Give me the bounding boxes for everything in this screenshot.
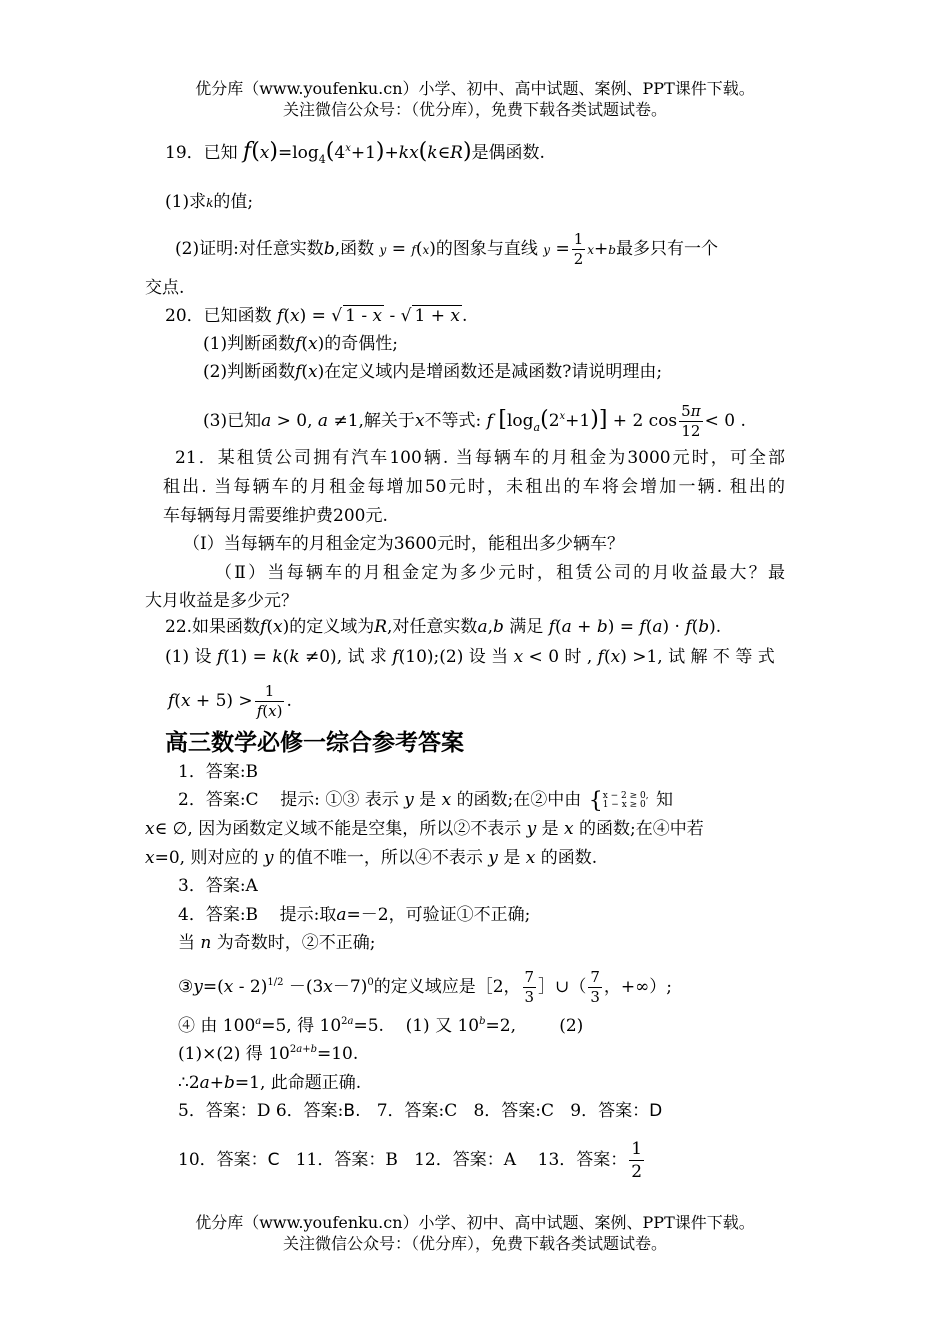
answers-title: 高三数学必修一综合参考答案 — [165, 730, 464, 756]
q22-number: 22. — [165, 617, 193, 637]
q19-part1: (1)求k的值; — [165, 192, 254, 212]
page-footer-line1: 优分库（www.youfenku.cn）小学、初中、高中试题、案例、PPT课件下载。 — [195, 1213, 755, 1232]
q21-line3: 车每辆每月需要维护费200元. — [163, 506, 388, 526]
q21-part1: （Ⅰ）当每辆车的月租金定为3600元时，能租出多少辆车？ — [183, 534, 624, 554]
answer-6: 6．答案:B. — [275, 1101, 361, 1121]
q22-line1: 22.如果函数f(x)的定义域为R,对任意实数a,b 满足 f(a + b) = f(a) · f(b). — [165, 617, 722, 637]
q22-line2: (1) 设 f(1) = k(k ≠0), 试 求 f(10);(2) 设 当 x < 0 时 , f(x) >1, 试 解 不 等 式 — [165, 647, 775, 667]
q19-part2-continuation: 交点. — [145, 278, 185, 298]
answer-4-line5: (1)×(2) 得 $10^{2a+b}=10$. — [178, 1044, 359, 1064]
page-header-line1: 优分库（www.youfenku.cn）小学、初中、高中试题、案例、PPT课件下载。 — [195, 79, 755, 98]
answer-2-line2: x∈ ∅, 因为函数定义域不能是空集，所以②不表示 y 是 x 的函数;在④中若 — [145, 819, 704, 839]
answer-1: 1．答案:B — [178, 762, 259, 782]
q20-number: 20．已知函数 — [165, 306, 272, 326]
answer-11: 11．答案：B — [295, 1150, 398, 1170]
answers-5-to-9 — [178, 1099, 662, 1123]
q22-inequality: f(x + 5) > $\frac{1}{f(x)}$ . — [168, 682, 292, 720]
q19-part2: (2)证明:对任意实数b,函数 y = f(x)的图象与直线 y = $\frac{1}{2}$ x+b最多只有一个 — [175, 230, 718, 268]
answer-3: 3．答案:A — [178, 876, 258, 896]
answer-8: 8．答案:C — [473, 1101, 555, 1121]
q20-line1: 20．已知函数 f(x) = √ 1 - x - √ 1 + x . — [165, 306, 468, 326]
q21-part2: （Ⅱ）当每辆车的月租金定为多少元时，租赁公司的月收益最大？最 — [215, 563, 785, 583]
answer-12: 12．答案：A — [414, 1150, 516, 1170]
answer-4-line1: 4．答案:B 提示:取a=－2，可验证①不正确; — [178, 905, 531, 925]
q21-line1: 21．某租赁公司拥有汽车100辆. 当每辆车的月租金为3000元时，可全部 — [175, 448, 785, 468]
answer-2-line3: x=0, 则对应的 y 的值不唯一，所以④不表示 y 是 x 的函数. — [145, 848, 598, 868]
q19-suffix: 是偶函数. — [471, 143, 545, 163]
answer-10: 10．答案：C — [178, 1150, 280, 1170]
answer-5: 5．答案：D — [178, 1101, 271, 1121]
q20-part3: (3)已知a > 0, a ≠1,解关于x不等式: f $[\log_a(2^x+1)] + 2$ cos $\frac{5\pi}{12}$ < 0 . — [203, 402, 746, 440]
q20-part2: (2)判断函数f(x)在定义域内是增函数还是减函数?请说明理由; — [203, 362, 663, 382]
answer-4-line3: ③y=(x - $2)^{1/2} -(3x-7)^0$的定义域应是［2， $\frac{7}{3}$ ］∪（ $\frac{7}{3}$ ，+∞）; — [178, 968, 673, 1006]
q19-number: 19．已知 — [165, 143, 238, 163]
answers-10-to-13 — [178, 1138, 646, 1183]
answer-9: 9．答案：D — [570, 1101, 663, 1121]
answer-4-line2: 当 n 为奇数时，②不正确; — [178, 933, 376, 953]
answer-7: 7．答案:C — [376, 1101, 458, 1121]
q19-line1: 19．已知 $f(x)=\log_4(4^x+1)+kx(k\in R)$是偶函数. — [165, 139, 545, 166]
page-header-line2: 关注微信公众号：（优分库），免费下载各类试题试卷。 — [282, 100, 667, 119]
answer-4-line4: ④ 由 $100^a=5$, 得 $10^{2a}=5$. (1) 又 $10^b=2$, (2) — [178, 1016, 584, 1036]
answer-13: 13．答案： $\frac{1}{2}$ — [537, 1139, 643, 1182]
answer-2-line1: 2．答案:C 提示: ①③ 表示 y 是 x 的函数;在②中由 { x − 2 ≥ 0, 1 − x ≥ 0 知 — [178, 788, 674, 813]
q20-part1: (1)判断函数f(x)的奇偶性; — [203, 334, 398, 354]
q21-part2-continuation: 大月收益是多少元？ — [145, 591, 298, 611]
answer-4-line6: ∴2a+b=1, 此命题正确. — [178, 1073, 362, 1093]
q21-line2: 租出. 当每辆车的月租金每增加50元时，未租出的车将会增加一辆. 租出的 — [163, 477, 785, 497]
page-footer-line2: 关注微信公众号：（优分库），免费下载各类试题试卷。 — [282, 1234, 667, 1253]
